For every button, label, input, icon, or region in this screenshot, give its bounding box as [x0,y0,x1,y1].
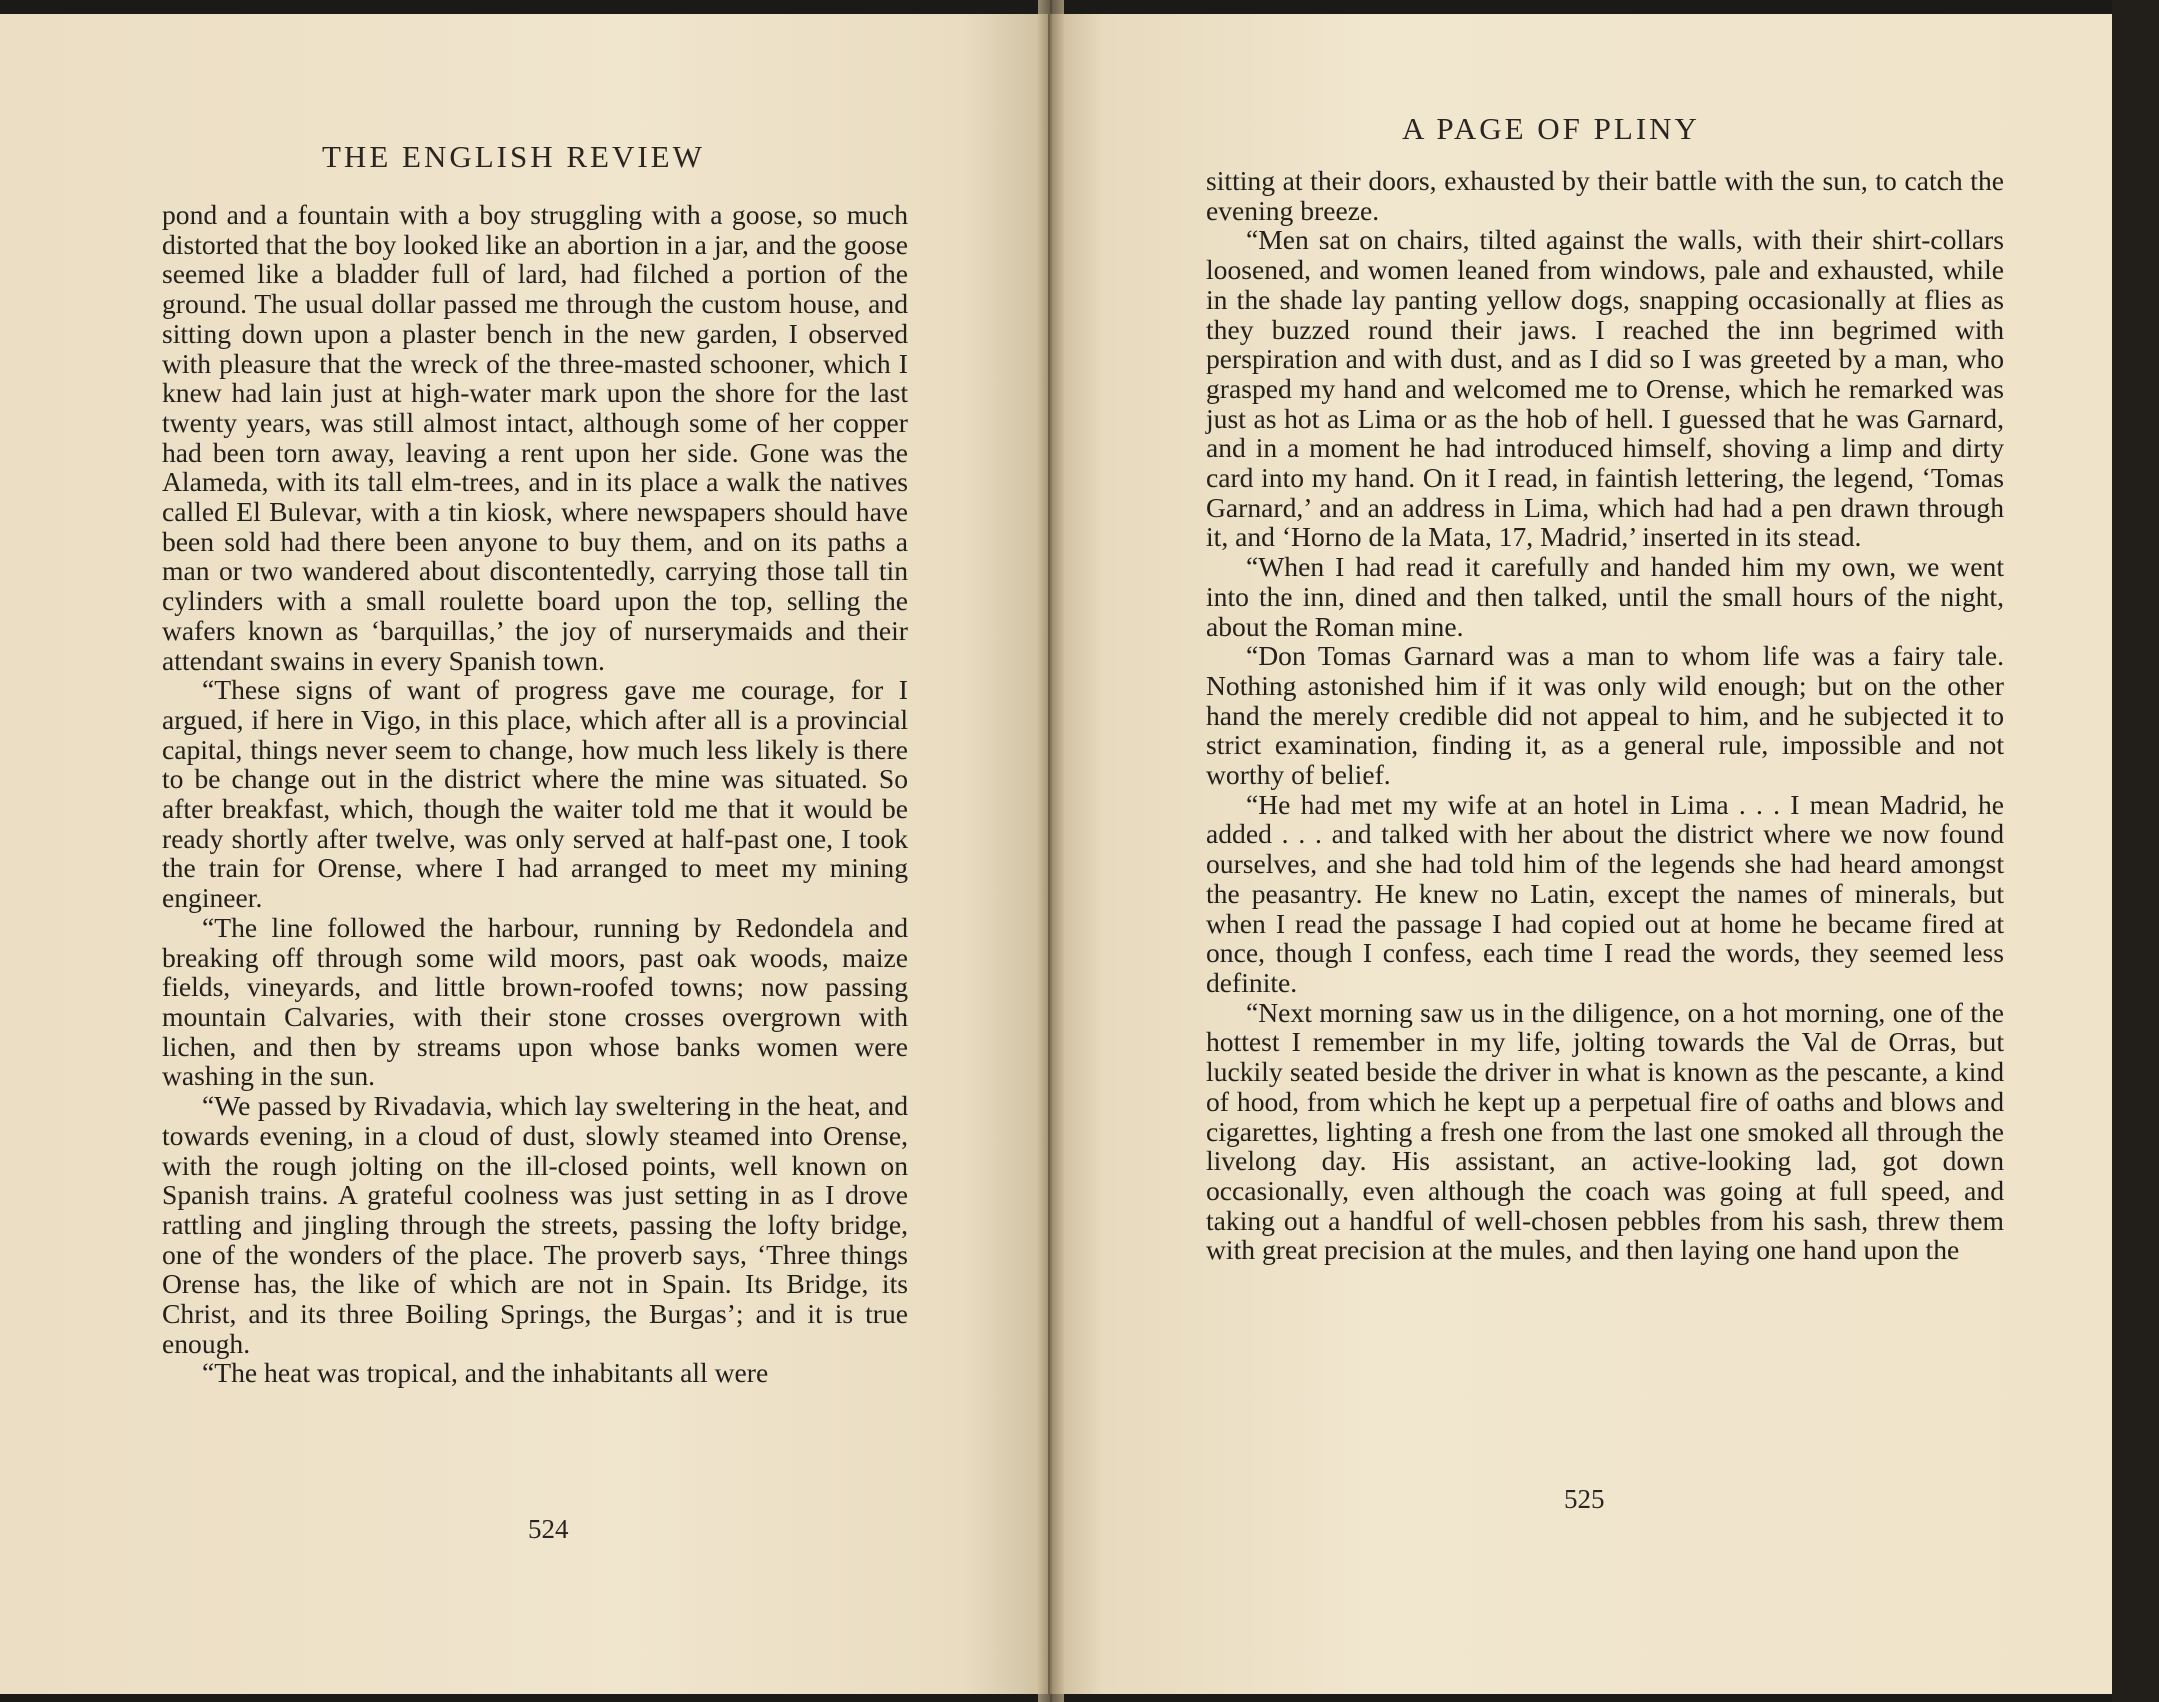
book-gutter [1038,0,1064,1702]
paragraph: “These signs of want of progress gave me courage, for I argued, if here in Vigo, in this place, which after all is a provincial capital, things never seem to change, how much less likely is there to be change out in the district where the mine was situated. So after breakfast, which, though the waiter told me that it would be ready shortly after twelve, was only served at half-past one, I took the train for Orense, where I had arranged to meet my mining engineer. [162,674,908,914]
paragraph: “Men sat on chairs, tilted against the walls, with their shirt-collars loosened, and women leaned from windows, pale and exhausted, while in the shade lay panting yellow dogs, snapping occasionally at flies as they buzzed round their jaws. I reached the inn begrimed with perspiration and with dust, and as I did so I was greeted by a man, who grasped my hand and welcomed me to Orense, which he remarked was just as hot as Lima or as the hob of hell. I guessed that he was Garnard, and in a moment he had introduced himself, shoving a limp and dirty card into my hand. On it I read, in faintish lettering, the legend, ‘Tomas Garnard,’ and an address in Lima, which had had a pen drawn through it, and ‘Horno de la Mata, 17, Madrid,’ inserted in its stead. [1206,224,2004,553]
paragraph: pond and a fountain with a boy struggling with a goose, so much distorted that the boy looked like an abortion in a jar, and the goose seemed like a bladder full of lard, had filched a portion of the ground. The usual dollar passed me through the custom house, and sitting down upon a plaster bench in the new garden, I observed with pleasure that the wreck of the three-masted schooner, which I knew had lain just at high-water mark upon the shore for the last twenty years, was still almost intact, although some of her copper had been torn away, leaving a rent upon her side. Gone was the Alameda, with its tall elm-trees, and in its place a walk the natives called El Bulevar, with a tin kiosk, where newspapers should have been sold had there been anyone to buy them, and on its paths a man or two wandered about discontentedly, carrying those tall tin cylinders with a small roulette board upon the top, selling the wafers known as ‘barquillas,’ the joy of nurserymaids and their attendant swains in every Spanish town. [162,199,908,676]
paragraph: “Don Tomas Garnard was a man to whom life was a fairy tale. Nothing astonished him if it was only wild enough; but on the other hand the merely credible did not appeal to him, and he subjected it to strict examination, finding it, as a general rule, impossible and not worthy of belief. [1206,640,2004,791]
paragraph: “Next morning saw us in the diligence, on a hot morning, one of the hottest I remember in my life, jolting towards the Val de Orras, but luckily seated beside the driver in what is known as the pescante, a kind of hood, from which he kept up a perpetual fire of oaths and blows and cigarettes, lighting a fresh one from the last one smoked all through the livelong day. His assistant, an active-looking lad, got down occasionally, even although the coach was going at full speed, and taking out a handful of well-chosen pebbles from his sash, threw them with great precision at the mules, and then laying one hand upon the [1206,996,2004,1266]
paragraph: “The line followed the harbour, running by Redondela and breaking off through some wild moors, past oak woods, maize fields, vineyards, and little brown-roofed towns; now passing mountain Calvaries, with their stone crosses overgrown with lichen, and then by streams upon whose banks women were washing in the sun. [162,911,908,1092]
left-body-text [162,200,908,1388]
paragraph: “The heat was tropical, and the inhabitants all were [202,1357,769,1389]
page-number-right: 525 [1564,1484,1605,1514]
left-page [0,14,1048,1694]
right-body-text [1206,166,2004,1265]
paragraph: “When I had read it carefully and handed him my own, we went into the inn, dined and then talked, until the small hours of the night, about the Roman mine. [1206,551,2004,642]
running-head-left: THE ENGLISH REVIEW [322,139,705,174]
page-edge-shadow [2112,0,2159,1702]
right-page [1050,14,2112,1694]
paragraph: “He had met my wife at an hotel in Lima . . . I mean Madrid, he added . . . and talked with her about the district where we now found ourselves, and she had told him of the legends she had heard amongst the peasantry. He knew no Latin, except the names of minerals, but when I read the passage I had copied out at home he became fired at once, though I confess, each time I read the words, they seemed less definite. [1206,788,2004,998]
page-number-left: 524 [528,1514,569,1544]
paragraph: “We passed by Rivadavia, which lay sweltering in the heat, and towards evening, in a cloud of dust, slowly steamed into Orense, with the rough jolting on the ill-closed points, well known on Spanish trains. A grateful coolness was just setting in as I drove rattling and jingling through the streets, passing the lofty bridge, one of the wonders of the place. The proverb says, ‘Three things Orense has, the like of which are not in Spain. Its Bridge, its Christ, and its three Boiling Springs, the Burgas’; and it is true enough. [162,1090,908,1359]
running-head-right: A PAGE OF PLINY [1402,111,1700,146]
paragraph: sitting at their doors, exhausted by their battle with the sun, to catch the evening breeze. [1206,165,2004,226]
